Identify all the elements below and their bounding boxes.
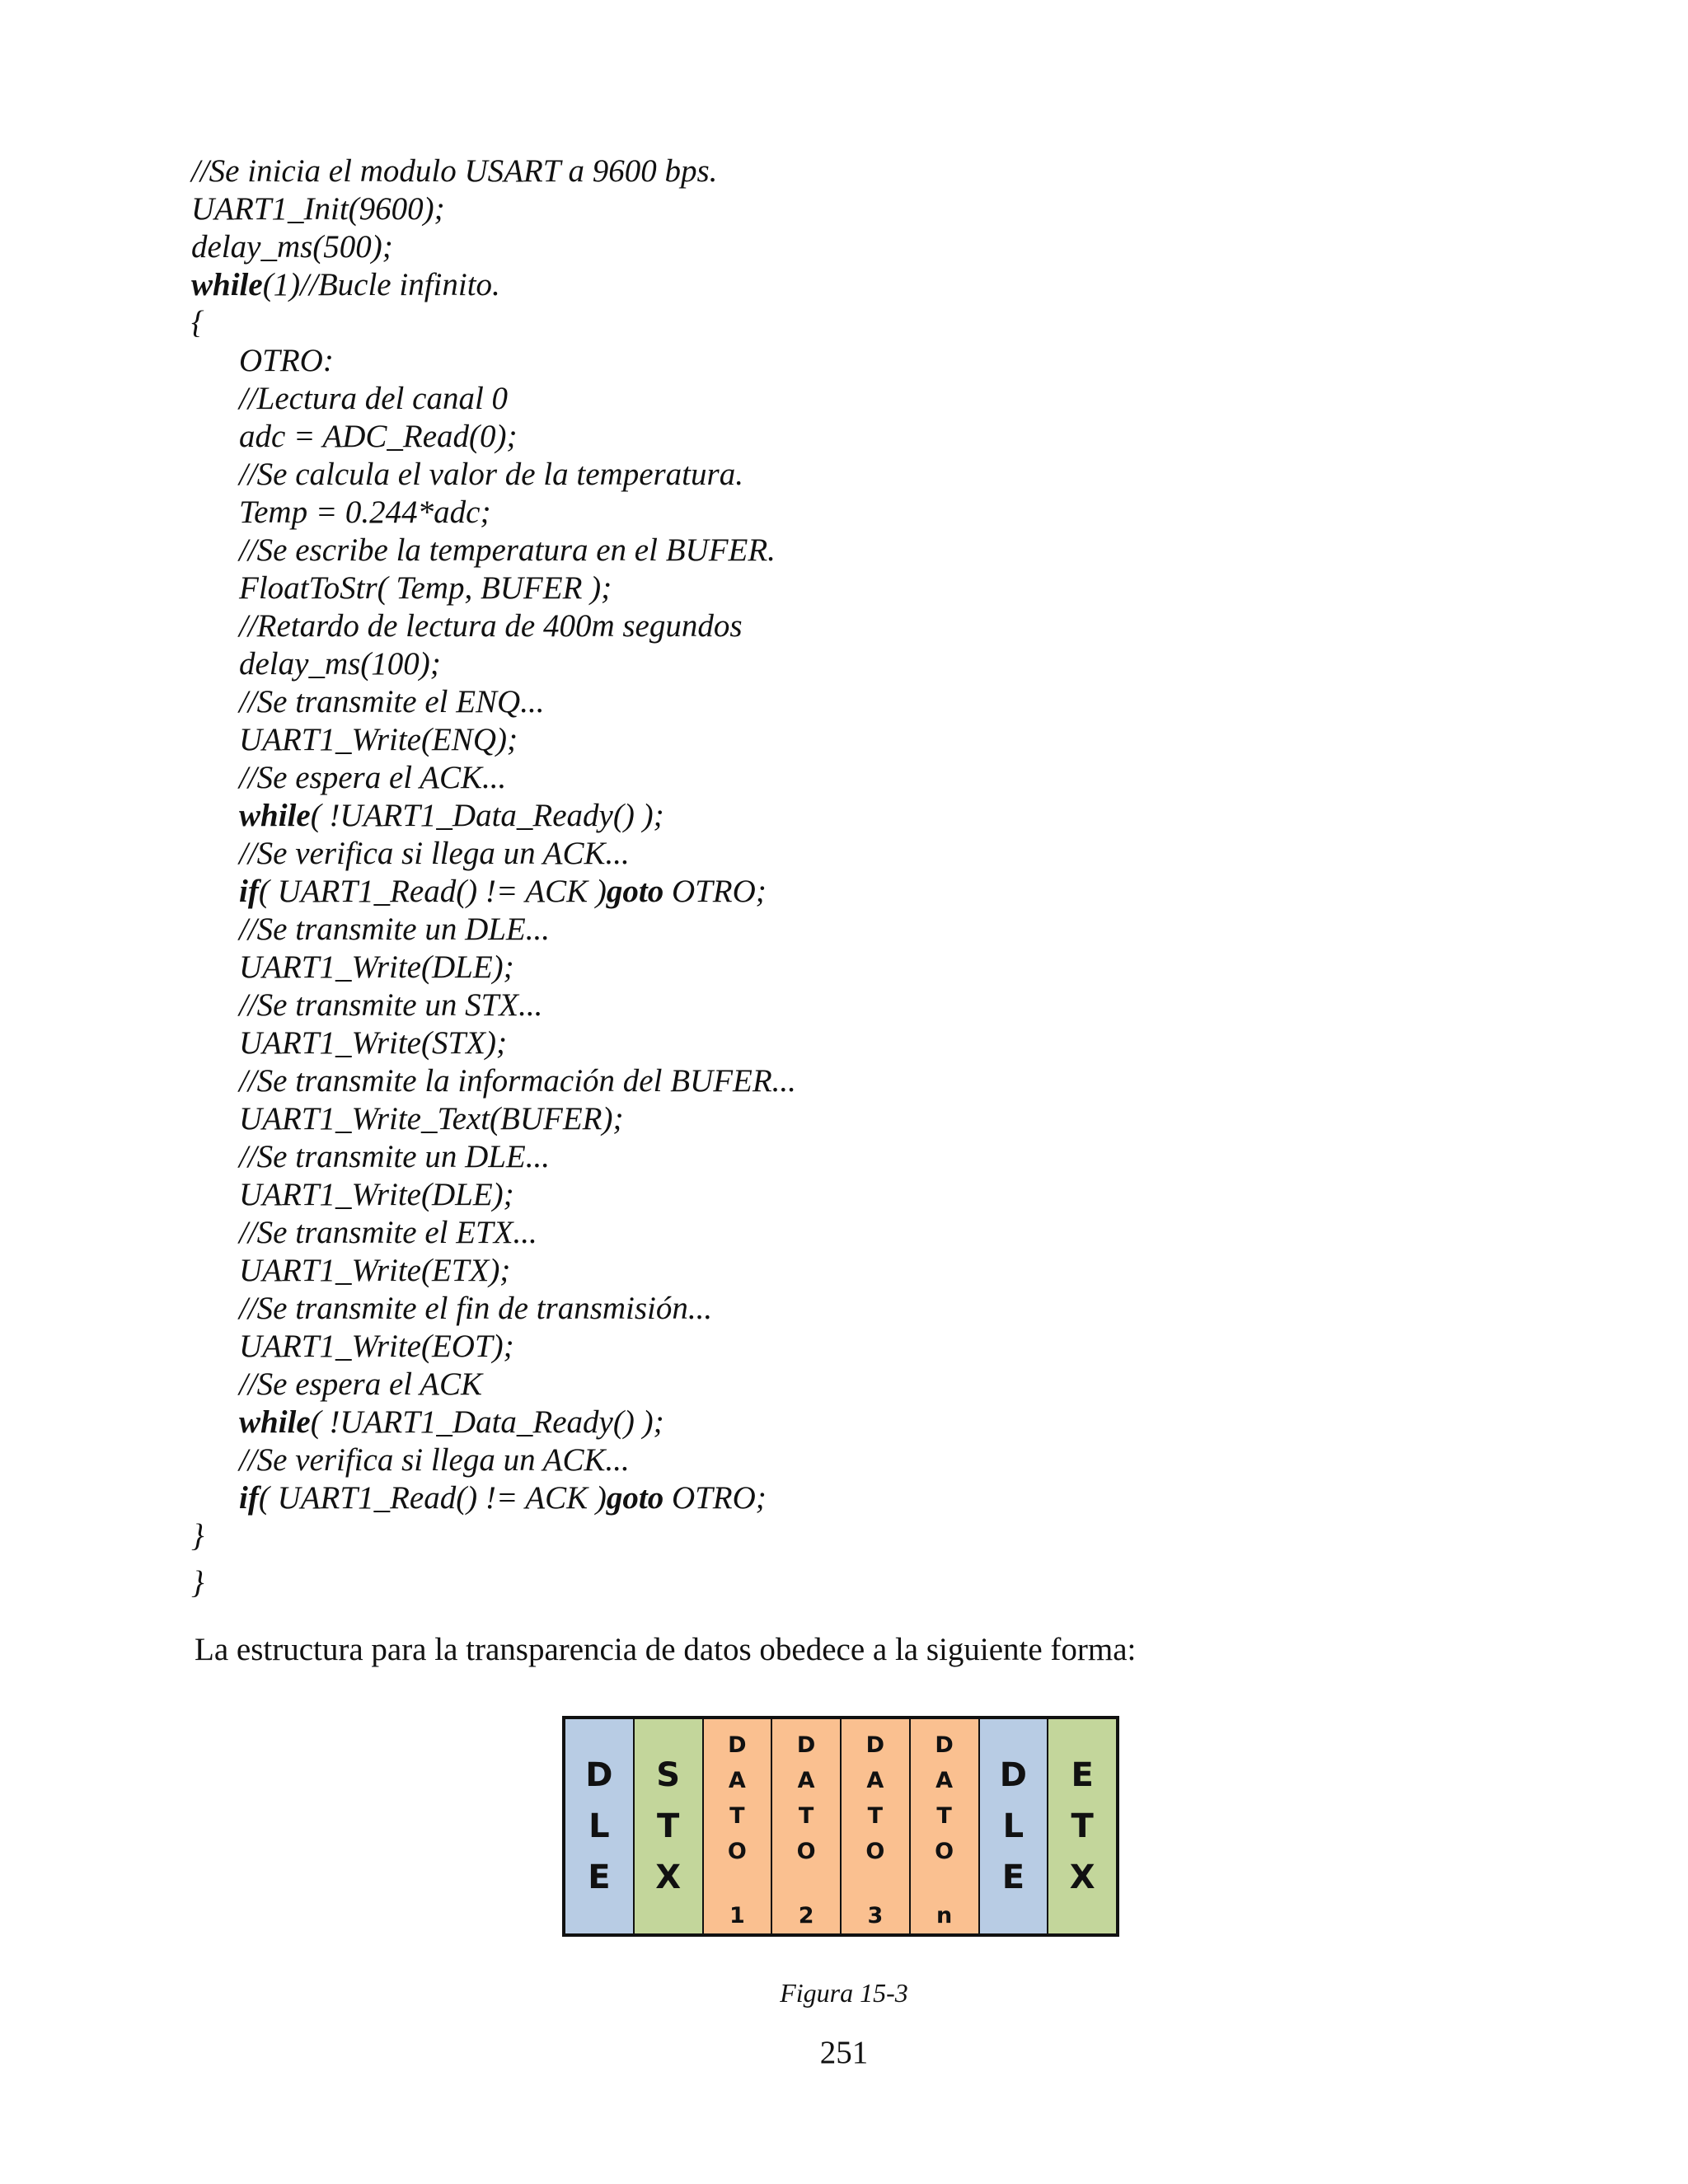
code-line: UART1_Write(DLE); <box>239 949 514 985</box>
code-keyword: goto <box>606 1480 664 1516</box>
frame-cell-letter: A <box>797 1768 815 1793</box>
code-text: OTRO; <box>663 1480 767 1516</box>
page-number: 251 <box>819 2035 869 2070</box>
code-line: } <box>191 1518 204 1554</box>
code-line: OTRO: <box>239 343 334 378</box>
code-line: UART1_Write_Text(BUFER); <box>239 1101 624 1137</box>
code-line: //Se transmite el ENQ... <box>239 684 545 719</box>
code-line: UART1_Write(ENQ); <box>239 722 518 757</box>
code-line: //Se transmite el ETX... <box>239 1215 537 1250</box>
frame-cell-letter: E <box>1071 1756 1094 1794</box>
frame-cell-letter: D <box>935 1732 954 1758</box>
frame-cell-letter: T <box>798 1803 814 1829</box>
code-line: Temp = 0.244*adc; <box>239 494 491 530</box>
frame-cell <box>704 1719 773 1933</box>
code-line: //Se escribe la temperatura en el BUFER. <box>239 532 776 568</box>
code-line: //Lectura del canal 0 <box>239 381 509 416</box>
frame-cell <box>911 1719 980 1933</box>
frame-cell <box>842 1719 911 1933</box>
code-text: ( !UART1_Data_Ready() ); <box>310 798 664 833</box>
frame-cell-letter: T <box>729 1803 745 1829</box>
code-keyword: if <box>239 874 259 909</box>
code-line: //Se transmite la información del BUFER... <box>239 1063 796 1099</box>
code-keyword: while <box>239 1404 311 1440</box>
frame-cell-letter: O <box>865 1839 885 1864</box>
frame-cell-letter: O <box>727 1839 747 1864</box>
code-line: delay_ms(500); <box>191 229 393 265</box>
code-line: UART1_Write(STX); <box>239 1025 507 1061</box>
code-line: //Se transmite un STX... <box>239 987 543 1023</box>
frame-cell-letter: A <box>728 1768 746 1793</box>
frame-cell-letter: T <box>936 1803 952 1829</box>
frame-cell-letter: n <box>936 1903 953 1929</box>
frame-cell-letter: O <box>796 1839 816 1864</box>
code-text: OTRO; <box>663 874 767 909</box>
frame-cell-letter: X <box>1069 1858 1095 1896</box>
code-line <box>191 266 1428 304</box>
code-text: (1)//Bucle infinito. <box>262 267 500 302</box>
frame-cell-letter: A <box>935 1768 954 1793</box>
code-text: ( UART1_Read() != ACK ) <box>258 874 607 909</box>
code-line: //Se transmite un DLE... <box>239 1139 550 1174</box>
code-line: UART1_Write(ETX); <box>239 1253 511 1288</box>
frame-cell <box>565 1719 635 1933</box>
closing-brace: } <box>191 1565 204 1601</box>
frame-cell-letter: D <box>728 1732 747 1758</box>
frame-cell-letter: T <box>656 1807 680 1845</box>
frame-cell-letter: 1 <box>729 1903 745 1929</box>
frame-cell-letter: D <box>865 1732 885 1758</box>
code-text: ( !UART1_Data_Ready() ); <box>310 1404 664 1440</box>
frame-cell <box>980 1719 1049 1933</box>
code-line <box>191 797 1428 835</box>
frame-cell-letter: 2 <box>798 1903 814 1929</box>
code-line: UART1_Write(EOT); <box>239 1329 514 1364</box>
frame-cell-letter: X <box>655 1858 682 1896</box>
code-line: UART1_Init(9600); <box>191 191 445 227</box>
frame-cell <box>635 1719 704 1933</box>
frame-cell-letter: L <box>588 1807 610 1845</box>
frame-cell-letter: 3 <box>867 1903 884 1929</box>
frame-cell-letter: L <box>1002 1807 1025 1845</box>
code-line <box>191 1404 1428 1441</box>
frame-cell-letter: D <box>796 1732 816 1758</box>
code-line <box>191 1479 1428 1517</box>
code-line: //Se espera el ACK <box>239 1366 482 1402</box>
frame-cell-letter: T <box>867 1803 884 1829</box>
code-line: //Se verifica si llega un ACK... <box>239 836 630 871</box>
code-line: delay_ms(100); <box>239 646 441 682</box>
code-line: //Se transmite un DLE... <box>239 912 550 947</box>
frame-cell-letter: A <box>866 1768 884 1793</box>
code-line: FloatToStr( Temp, BUFER ); <box>239 570 612 606</box>
frame-structure-figure <box>562 1716 1119 1937</box>
frame-cell-letter: T <box>1071 1807 1094 1845</box>
code-line: //Se espera el ACK... <box>239 760 507 795</box>
code-listing <box>191 152 1428 1555</box>
code-line: adc = ADC_Read(0); <box>239 419 518 454</box>
code-line: //Se calcula el valor de la temperatura. <box>239 457 743 492</box>
code-line: //Retardo de lectura de 400m segundos <box>239 608 743 644</box>
frame-cell-letter: S <box>656 1756 681 1794</box>
code-line: //Se verifica si llega un ACK... <box>239 1442 630 1478</box>
code-line: { <box>191 305 204 340</box>
code-keyword: if <box>239 1480 259 1516</box>
frame-cell-letter: D <box>585 1756 613 1794</box>
figure-caption: Figura 15-3 <box>780 1978 908 2008</box>
frame-cell <box>1048 1719 1116 1933</box>
frame-cell-letter: O <box>935 1839 954 1864</box>
frame-cell <box>772 1719 842 1933</box>
code-keyword: while <box>191 267 263 302</box>
code-line: UART1_Write(DLE); <box>239 1177 514 1212</box>
code-line <box>191 873 1428 911</box>
code-line: //Se transmite el fin de transmisión... <box>239 1291 713 1326</box>
frame-cell-letter: E <box>1001 1858 1025 1896</box>
code-text: ( UART1_Read() != ACK ) <box>258 1480 607 1516</box>
code-keyword: goto <box>606 874 664 909</box>
frame-cell-letter: D <box>999 1756 1027 1794</box>
code-line: //Se inicia el modulo USART a 9600 bps. <box>191 153 718 189</box>
body-paragraph: La estructura para la transparencia de datos obedece a la siguiente forma: <box>195 1632 1137 1667</box>
code-keyword: while <box>239 798 311 833</box>
frame-cell-letter: E <box>588 1858 611 1896</box>
